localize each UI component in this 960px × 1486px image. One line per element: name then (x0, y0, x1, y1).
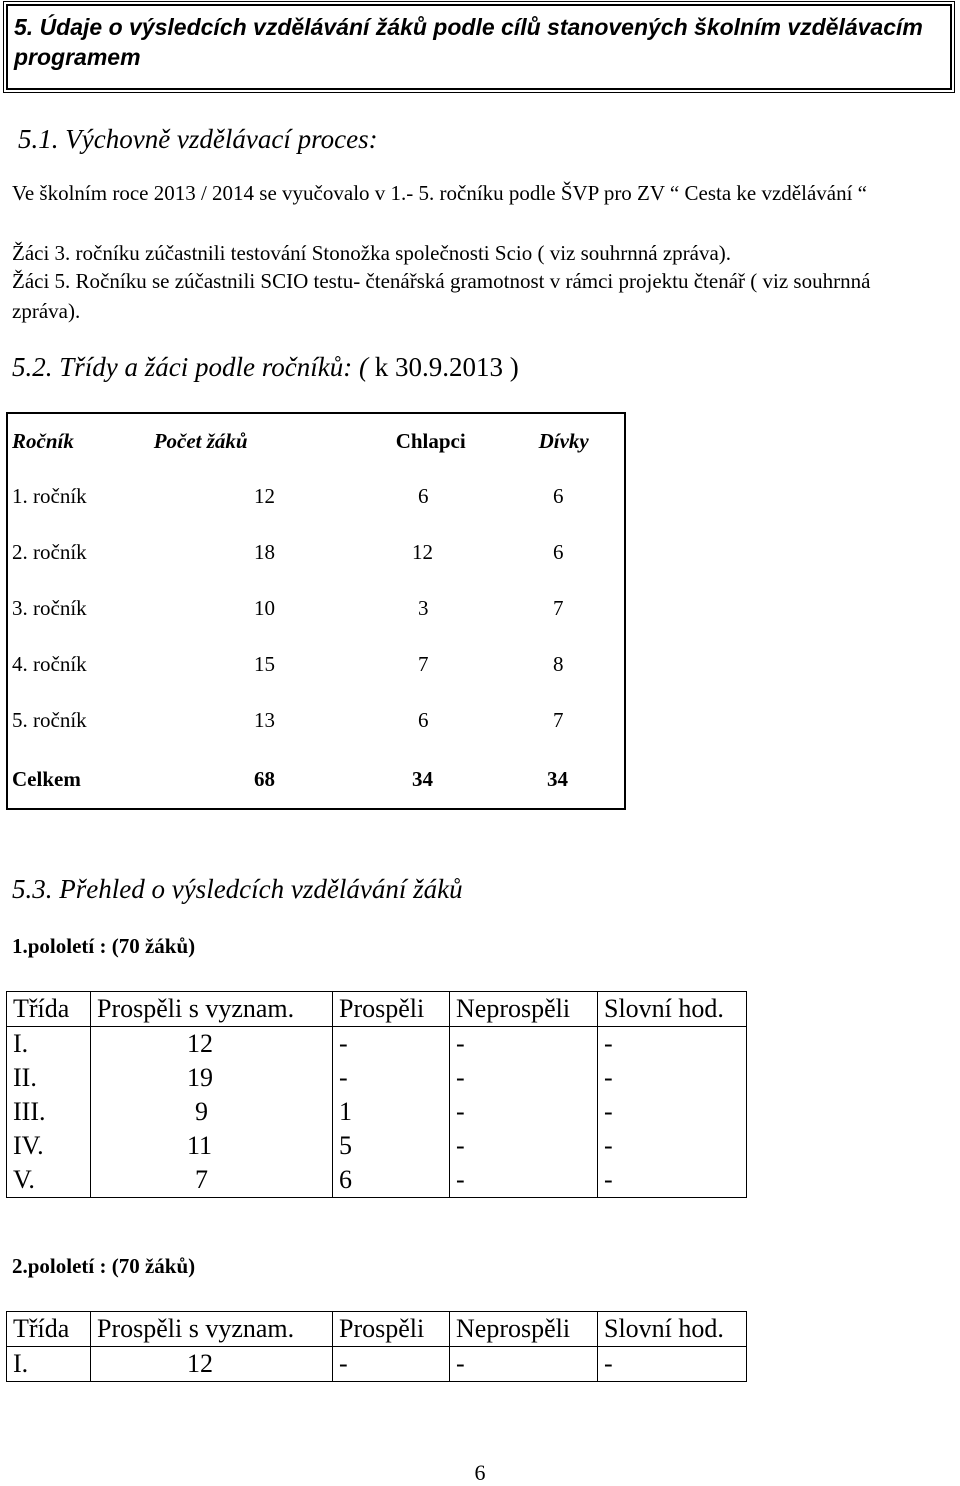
col-header-neprospeli: Neprospěli (450, 1312, 598, 1347)
table-row (7, 1129, 747, 1163)
col-header-prospeli-s-vyznam: Prospěli s vyznam. (91, 1312, 333, 1347)
cell-girls: 7 (553, 596, 564, 620)
paragraph-stonozka: Žáci 3. ročníku zúčastnili testování Stonožka společnosti Scio ( viz souhrnná zpráva). (12, 241, 732, 265)
cell-class: I. (7, 1027, 91, 1062)
results-table-semester-1 (6, 991, 747, 1198)
cell-boys: 3 (418, 596, 429, 620)
cell-count: 18 (254, 540, 275, 564)
class-table (12, 413, 612, 525)
cell-failed: - (450, 1061, 598, 1095)
col-header-divky: Dívky (538, 428, 589, 453)
cell-class: IV. (7, 1129, 91, 1163)
col-header-chlapci: Chlapci (395, 428, 466, 453)
table-row (7, 1061, 747, 1095)
cell-grade: 4. ročník (12, 652, 87, 676)
cell-girls: 6 (553, 540, 564, 564)
cell-boys: 6 (418, 708, 429, 732)
table-header-row (7, 1312, 747, 1347)
heading-5-3: 5.3. Přehled o výsledcích vzdělávání žáků (12, 874, 463, 904)
cell-verbal: - (598, 1347, 747, 1382)
cell-grade: 1. ročník (12, 484, 87, 508)
col-header-prospeli: Prospěli (333, 992, 450, 1027)
table-row (7, 1095, 747, 1129)
cell-failed: - (450, 1129, 598, 1163)
cell-class: II. (7, 1061, 91, 1095)
cell-passed: 6 (333, 1163, 450, 1198)
paragraph-scio: Žáci 5. Ročníku se zúčastnili SCIO testu- čtenářská gramotnost v rámci projektu čtenář ( viz souhrnná zpráva). (12, 269, 871, 323)
cell-failed: - (450, 1027, 598, 1062)
heading-5-1: 5.1. Výchovně vzdělávací proces: (18, 124, 378, 154)
col-header-pocet: Počet žáků (153, 428, 248, 453)
cell-boys: 6 (418, 484, 429, 508)
cell-failed: - (450, 1095, 598, 1129)
table-row (7, 1347, 747, 1382)
semester-2-label: 2.pololetí : (70 žáků) (12, 1254, 196, 1278)
cell-verbal: - (598, 1163, 747, 1198)
cell-with-distinction: 7 (91, 1163, 333, 1198)
cell-with-distinction: 12 (91, 1347, 333, 1382)
cell-passed: 1 (333, 1095, 450, 1129)
col-header-trida: Třída (7, 992, 91, 1027)
cell-boys: 7 (418, 652, 429, 676)
col-header-neprospeli: Neprospěli (450, 992, 598, 1027)
cell-class: V. (7, 1163, 91, 1198)
cell-total-girls: 34 (547, 767, 568, 791)
col-header-slovni-hod: Slovní hod. (598, 992, 747, 1027)
col-header-prospeli: Prospěli (333, 1312, 450, 1347)
table-header-row (7, 992, 747, 1027)
col-header-slovni-hod: Slovní hod. (598, 1312, 747, 1347)
cell-count: 10 (254, 596, 275, 620)
cell-with-distinction: 19 (91, 1061, 333, 1095)
cell-count: 12 (254, 484, 275, 508)
cell-total-label: Celkem (12, 767, 81, 791)
cell-girls: 6 (553, 484, 564, 508)
cell-class: I. (7, 1347, 91, 1382)
table-row (7, 1163, 747, 1198)
cell-total-boys: 34 (412, 767, 433, 791)
cell-failed: - (450, 1163, 598, 1198)
semester-1-label: 1.pololetí : (70 žáků) (12, 934, 196, 958)
cell-grade: 5. ročník (12, 708, 87, 732)
cell-class: III. (7, 1095, 91, 1129)
page-title: 5. Údaje o výsledcích vzdělávání žáků podle cílů stanovených školním vzdělávacím programem (14, 14, 923, 70)
cell-passed: - (333, 1027, 450, 1062)
table-header-row (12, 413, 612, 469)
heading-5-2-title: 5.2. Třídy a žáci podle ročníků: ( (12, 352, 375, 382)
cell-verbal: - (598, 1129, 747, 1163)
col-header-rocnik: Ročník (12, 428, 74, 453)
page-number: 6 (474, 1460, 486, 1485)
cell-verbal: - (598, 1095, 747, 1129)
col-header-prospeli-s-vyznam: Prospěli s vyznam. (91, 992, 333, 1027)
cell-girls: 7 (553, 708, 564, 732)
cell-with-distinction: 12 (91, 1027, 333, 1062)
cell-grade: 3. ročník (12, 596, 87, 620)
table-row (7, 1027, 747, 1062)
cell-count: 13 (254, 708, 275, 732)
cell-passed: - (333, 1061, 450, 1095)
col-header-trida: Třída (7, 1312, 91, 1347)
cell-passed: 5 (333, 1129, 450, 1163)
cell-girls: 8 (553, 652, 564, 676)
heading-5-2-date: k 30.9.2013 ) (374, 352, 519, 382)
cell-count: 15 (254, 652, 275, 676)
results-table-semester-2 (6, 1311, 747, 1382)
cell-verbal: - (598, 1027, 747, 1062)
cell-verbal: - (598, 1061, 747, 1095)
cell-failed: - (450, 1347, 598, 1382)
cell-total-count: 68 (254, 767, 275, 791)
cell-with-distinction: 11 (91, 1129, 333, 1163)
cell-grade: 2. ročník (12, 540, 87, 564)
paragraph-curriculum: Ve školním roce 2013 / 2014 se vyučovalo v 1.- 5. ročníku podle ŠVP pro ZV “ Cesta ke vzdělávání “ (12, 181, 867, 205)
cell-boys: 12 (412, 540, 433, 564)
cell-passed: - (333, 1347, 450, 1382)
cell-with-distinction: 9 (91, 1095, 333, 1129)
heading-5-2 (12, 352, 519, 383)
